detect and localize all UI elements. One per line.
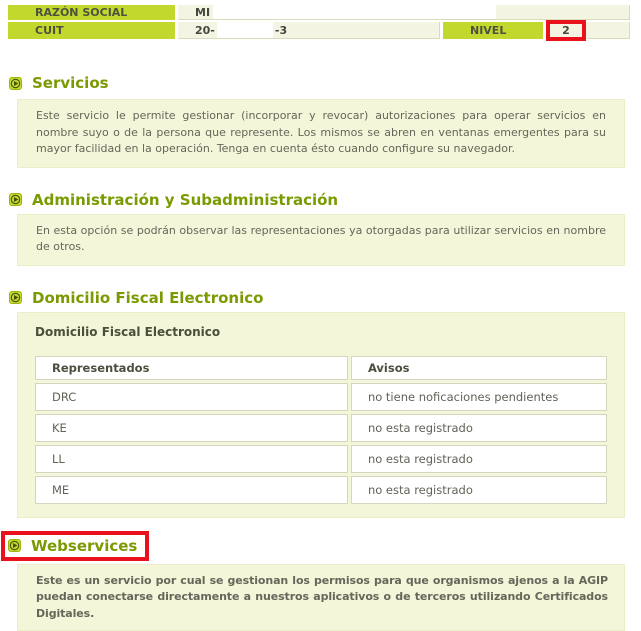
table-row: [35, 414, 607, 442]
cuit-value-cell: [178, 22, 440, 39]
servicios-panel: [17, 99, 625, 168]
taxpayer-info-table: [8, 5, 630, 39]
play-bullet-icon: [9, 291, 22, 304]
cuit-label: CUIT: [8, 22, 175, 39]
section-domicilio-title: Domicilio Fiscal Electronico: [32, 289, 263, 307]
redaction-patch: [217, 22, 273, 38]
representado-cell: ME: [35, 476, 348, 504]
nivel-label: NIVEL: [443, 22, 543, 39]
section-administracion-title: Administración y Subadministración: [32, 191, 338, 209]
razon-social-value-cell: [178, 5, 630, 20]
administracion-panel: [17, 214, 625, 266]
section-webservices-heading[interactable]: [8, 537, 137, 555]
table-row: [35, 445, 607, 473]
column-header-representados: Representados: [35, 356, 348, 380]
table-row: [35, 383, 607, 411]
section-servicios-heading[interactable]: [9, 74, 641, 92]
cuit-row: [8, 22, 630, 39]
webservices-panel: [17, 564, 625, 631]
section-servicios-title: Servicios: [32, 74, 109, 92]
administracion-description: En esta opción se podrán observar las representaciones ya otorgadas para utilizar servicios en nombre de otros.: [36, 223, 606, 256]
nivel-highlight-annotation: [546, 20, 586, 41]
razon-social-label: RAZÓN SOCIAL: [8, 5, 175, 20]
aviso-cell: no esta registrado: [351, 476, 607, 504]
representado-cell: DRC: [35, 383, 348, 411]
section-webservices-title: Webservices: [31, 537, 137, 555]
aviso-cell: no esta registrado: [351, 445, 607, 473]
nivel-value-cell: [546, 22, 630, 39]
cuit-prefix: 20-: [195, 24, 215, 37]
razon-social-value: MI: [195, 6, 210, 19]
section-domicilio-heading[interactable]: [9, 289, 641, 307]
domicilio-panel: [17, 312, 625, 518]
table-row: [35, 476, 607, 504]
nivel-value: 2: [562, 24, 570, 37]
razon-social-row: [8, 5, 630, 20]
aviso-cell: no tiene noficaciones pendientes: [351, 383, 607, 411]
webservices-highlight-annotation: [1, 531, 149, 561]
representado-cell: KE: [35, 414, 348, 442]
cuit-suffix: -3: [275, 24, 287, 37]
column-header-avisos: Avisos: [351, 356, 607, 380]
redaction-patch: [213, 5, 496, 19]
servicios-description: Este servicio le permite gestionar (incorporar y revocar) autorizaciones para operar servicios en nombre suyo o de la persona que represente. Los mismos se abren en ventanas emergentes para su mayor facilidad en la operación. Tenga en cuenta ésto cuando configure su navegador.: [36, 108, 606, 158]
domicilio-table-header-row: [35, 356, 607, 380]
play-bullet-icon: [9, 77, 22, 90]
domicilio-table: [32, 353, 610, 507]
representado-cell: LL: [35, 445, 348, 473]
play-bullet-icon: [8, 539, 21, 552]
domicilio-panel-title: Domicilio Fiscal Electronico: [35, 325, 610, 339]
webservices-description: Este es un servicio por cual se gestionan los permisos para que organismos ajenos a la AGIP puedan conectarse directamente a nuestros aplicativos o de terceros utilizando Certificados Digitales.: [36, 573, 608, 623]
aviso-cell: no esta registrado: [351, 414, 607, 442]
section-administracion-heading[interactable]: [9, 191, 641, 209]
play-bullet-icon: [9, 193, 22, 206]
